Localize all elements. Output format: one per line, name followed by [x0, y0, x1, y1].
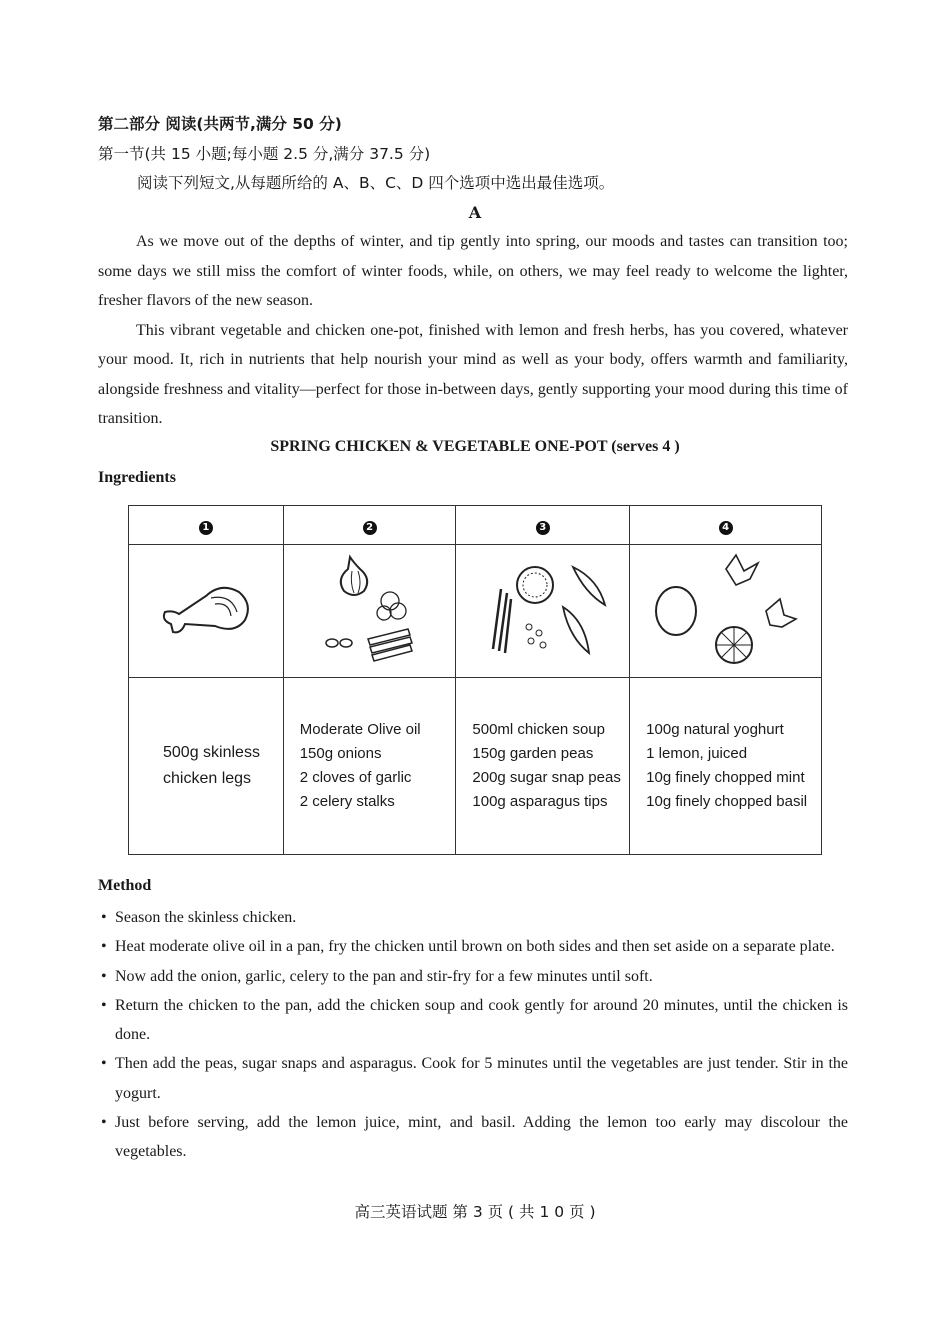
method-step: • Return the chicken to the pan, add the chicken soup and cook gently for around 20 minutes, until the chicken is done. [101, 996, 848, 1044]
method-list [98, 903, 848, 1167]
ingredient-group-number: 4 [630, 506, 822, 545]
method-step: • Then add the peas, sugar snaps and asparagus. Cook for 5 minutes until the vegetables are just tender. Stir in the yogurt. [101, 1055, 848, 1102]
ingredient-item: 10g finely chopped mint [646, 769, 805, 786]
ingredient-group-number: 2 [283, 506, 456, 545]
ingredient-item: 500g skinless [163, 744, 260, 761]
method-step: • Heat moderate olive oil in a pan, fry the chicken until brown on both sides and then set aside on a separate plate. [101, 938, 835, 956]
ingredient-item: 150g onions [299, 745, 382, 762]
ingredient-item: Moderate Olive oil [299, 721, 421, 738]
ingredient-item: 150g garden peas [472, 745, 594, 762]
page-footer: 高三英语试题 第 3 页 ( 共 1 0 页 ) [354, 1203, 596, 1221]
ingredient-cell-4 [630, 678, 822, 855]
ingredient-cell-3 [456, 678, 630, 855]
ingredient-item: 100g natural yoghurt [646, 721, 784, 738]
onion-garlic-celery-illustration [283, 545, 456, 678]
chicken-leg-illustration [129, 545, 284, 678]
recipe-title: SPRING CHICKEN & VEGETABLE ONE-POT (serves 4 ) [270, 438, 680, 455]
peas-asparagus-illustration [456, 545, 630, 678]
ingredient-cell-1 [129, 678, 284, 855]
ingredient-item: 2 celery stalks [299, 793, 395, 810]
ingredient-group-number: 3 [456, 506, 630, 545]
ingredient-item: 2 cloves of garlic [299, 769, 412, 786]
paragraph-1: As we move out of the depths of winter, and tip gently into spring, our moods and tastes can transition too; some days we still miss the comfort of winter foods, while, on others, we may feel ready to welcome the lighter, fresher flavors of the new season. [98, 233, 848, 309]
method-step: • Season the skinless chicken. [101, 909, 297, 926]
ingredient-item: 100g asparagus tips [472, 793, 608, 810]
section-heading: 第一节(共 15 小题;每小题 2.5 分,满分 37.5 分) [98, 145, 431, 163]
passage-letter: A [468, 203, 482, 222]
part-heading: 第二部分 阅读(共两节,满分 50 分) [98, 115, 342, 133]
ingredient-item: 500ml chicken soup [472, 721, 605, 738]
ingredient-group-number: 1 [129, 506, 284, 545]
method-heading: Method [98, 877, 152, 894]
method-step: • Now add the onion, garlic, celery to the pan and stir-fry for a few minutes until soft. [101, 967, 653, 985]
lemon-mint-basil-illustration [630, 545, 822, 678]
ingredients-table [128, 505, 822, 855]
paragraph-2: This vibrant vegetable and chicken one-pot, finished with lemon and fresh herbs, has you covered, whatever your mood. It, rich in nutrients that help nourish your mind as well as your body, offers warmth and familiarity, alongside freshness and vitality—perfect for those in-between days, gently supporting your mood during this time of transition. [98, 321, 848, 427]
ingredient-item: chicken legs [163, 770, 252, 787]
method-step: • Just before serving, add the lemon juice, mint, and basil. Adding the lemon too early may discolour the vegetables. [101, 1114, 848, 1161]
ingredient-item: 10g finely chopped basil [646, 793, 808, 810]
ingredient-item: 1 lemon, juiced [646, 745, 748, 762]
ingredients-heading: Ingredients [98, 469, 176, 486]
passage-body [98, 227, 848, 434]
instruction: 阅读下列短文,从每题所给的 A、B、C、D 四个选项中选出最佳选项。 [137, 174, 615, 192]
ingredient-item: 200g sugar snap peas [472, 769, 621, 786]
ingredient-cell-2 [283, 678, 456, 855]
